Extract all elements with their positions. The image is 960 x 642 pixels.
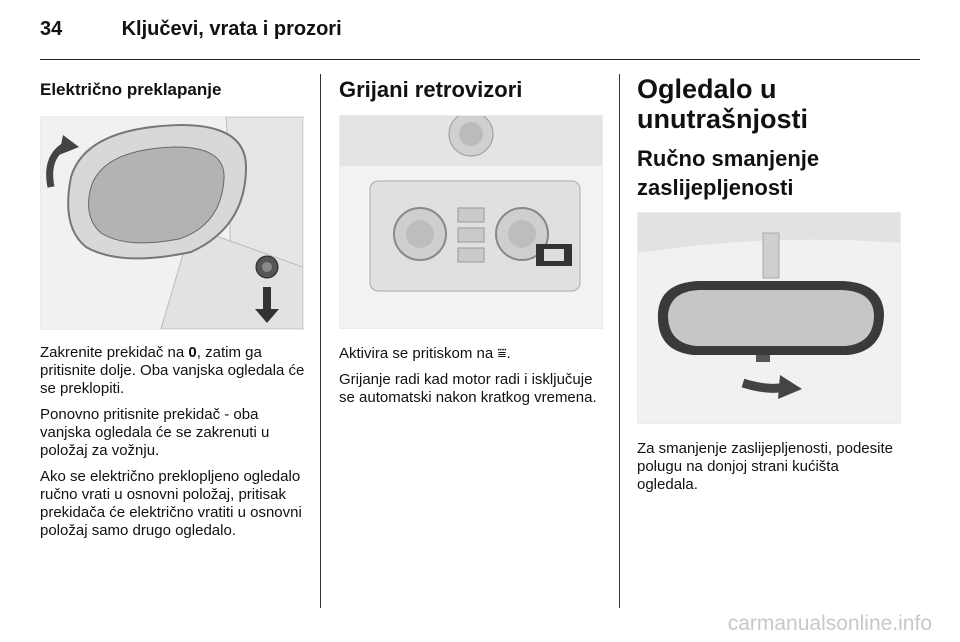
heated-mirror-icon: ⩸ [497,345,507,362]
column-interior-mirror [637,74,902,502]
column-divider [320,74,321,608]
section-heading: Ogledalo u unutrašnjosti [637,74,809,134]
instruction-paragraph-2: Ponovno pritisnite prekidač - oba vanjska ogledala će se zakrenuti u položaj za vožnju. [40,406,270,459]
chapter-title: Ključevi, vrata i prozori [121,18,342,40]
activation-paragraph: Aktivira se pritiskom na ⩸. [339,345,511,362]
heated-mirror-button-illustration [339,115,603,329]
page-header [40,18,342,41]
subsection-heading: Ručno smanjenje zaslijepljenosti [637,146,820,200]
switch-position-label: 0 [188,344,197,361]
header-rule [40,59,920,60]
section-heading: Električno preklapanje [40,80,222,99]
column-heated-mirrors [339,74,603,415]
page-number: 34 [40,18,63,40]
heating-info-paragraph: Grijanje radi kad motor radi i isključuje se automatski nakon kratkog vremena. [339,371,597,406]
column-electric-folding [40,74,305,548]
glare-reduction-paragraph: Za smanjenje zaslijepljenosti, podesite polugu na donjoj strani kućišta ogledala. [637,440,893,493]
mirror-folding-illustration [40,116,304,330]
watermark: carmanualsonline.info [727,612,932,635]
instruction-paragraph-1: Zakrenite prekidač na 0, zatim ga pritisnite dolje. Oba vanjska ogledala će se preklopiti. [40,344,305,397]
column-divider [619,74,620,608]
instruction-paragraph-3: Ako se električno preklopljeno ogledalo ručno vrati u osnovni položaj, pritisak prekidača će električno vratiti u osnovni položaj samo drugo ogledalo. [40,468,302,539]
rearview-mirror-illustration [637,212,901,424]
section-heading: Grijani retrovizori [339,77,523,102]
